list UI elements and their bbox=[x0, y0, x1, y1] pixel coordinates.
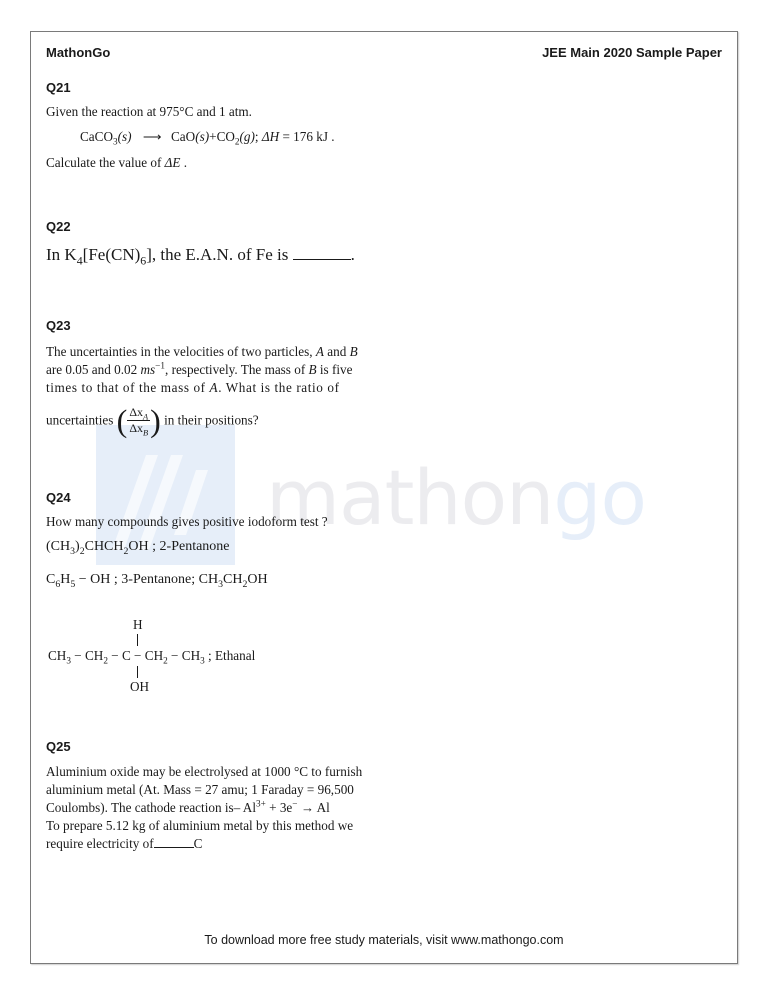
question-text: How many compounds gives positive iodoform test ? bbox=[46, 514, 328, 529]
structure-chain: $CH_3 - CH_2 - C - CH_2 - CH_3$ ; Ethanal bbox=[48, 648, 256, 666]
question-label: Q24 bbox=[46, 490, 71, 505]
question-text-line: times to that of the mass of A. What is the ratio of bbox=[46, 380, 340, 395]
question-ask: Calculate the value of ΔE . bbox=[46, 155, 188, 170]
question-text-line: are 0.05 and 0.02 $ms^{-1}$, respectively. The mass of B is five bbox=[46, 360, 353, 377]
footer-text: To download more free study materials, visit www.mathongo.com bbox=[204, 933, 564, 947]
question-text: In $K_4[Fe(CN)_6]$, the E.A.N. of Fe is . bbox=[46, 245, 355, 268]
structure-top-atom: H bbox=[133, 617, 143, 632]
bond-line bbox=[137, 634, 138, 646]
question-text-line: The uncertainties in the velocities of two particles, A and B bbox=[46, 344, 358, 359]
question-text-line: require electricity of C bbox=[46, 836, 203, 851]
header-brand: MathonGo bbox=[46, 45, 111, 60]
compound-line: $C_6H_5$ − OH ; 3-Pentanone; $CH_3CH_2OH$ bbox=[46, 572, 268, 590]
compound-line: $(CH_3)_2CHCH_2OH$ ; 2-Pentanone bbox=[46, 539, 230, 557]
question-text-line: Aluminium oxide may be electrolysed at 1000 °C to furnish bbox=[46, 764, 363, 779]
answer-blank bbox=[293, 259, 351, 260]
question-label: Q25 bbox=[46, 739, 71, 754]
question-text-line: To prepare 5.12 kg of aluminium metal by this method we bbox=[46, 818, 354, 833]
question-text-line: Coulombs). The cathode reaction is– $Al^{3+} + 3e^- \to Al$ bbox=[46, 798, 330, 815]
question-label: Q22 bbox=[46, 219, 71, 234]
header-title: JEE Main 2020 Sample Paper bbox=[542, 45, 722, 60]
question-text-line: uncertainties ( $\frac{\Delta x_A}{\Delta x_B}$ ) in their positions? bbox=[46, 402, 259, 439]
bond-line bbox=[137, 666, 138, 678]
equation: CaCO$_3$(s) ⟶ $CaO(s)+CO_2(g)$; ΔH = 176 kJ . bbox=[80, 129, 335, 147]
watermark-text: mathongo bbox=[266, 453, 646, 542]
arrow-icon: ⟶ bbox=[142, 129, 162, 144]
structure-bottom-group: OH bbox=[130, 679, 150, 694]
question-label: Q21 bbox=[46, 80, 71, 95]
answer-blank bbox=[154, 847, 194, 848]
fraction: $\frac{\Delta x_A}{\Delta x_B}$ bbox=[129, 405, 149, 438]
question-text-line: aluminium metal (At. Mass = 27 amu; 1 Faraday = 96,500 bbox=[46, 782, 354, 797]
question-text: Given the reaction at 975°C and 1 atm. bbox=[46, 104, 252, 119]
question-label: Q23 bbox=[46, 318, 71, 333]
